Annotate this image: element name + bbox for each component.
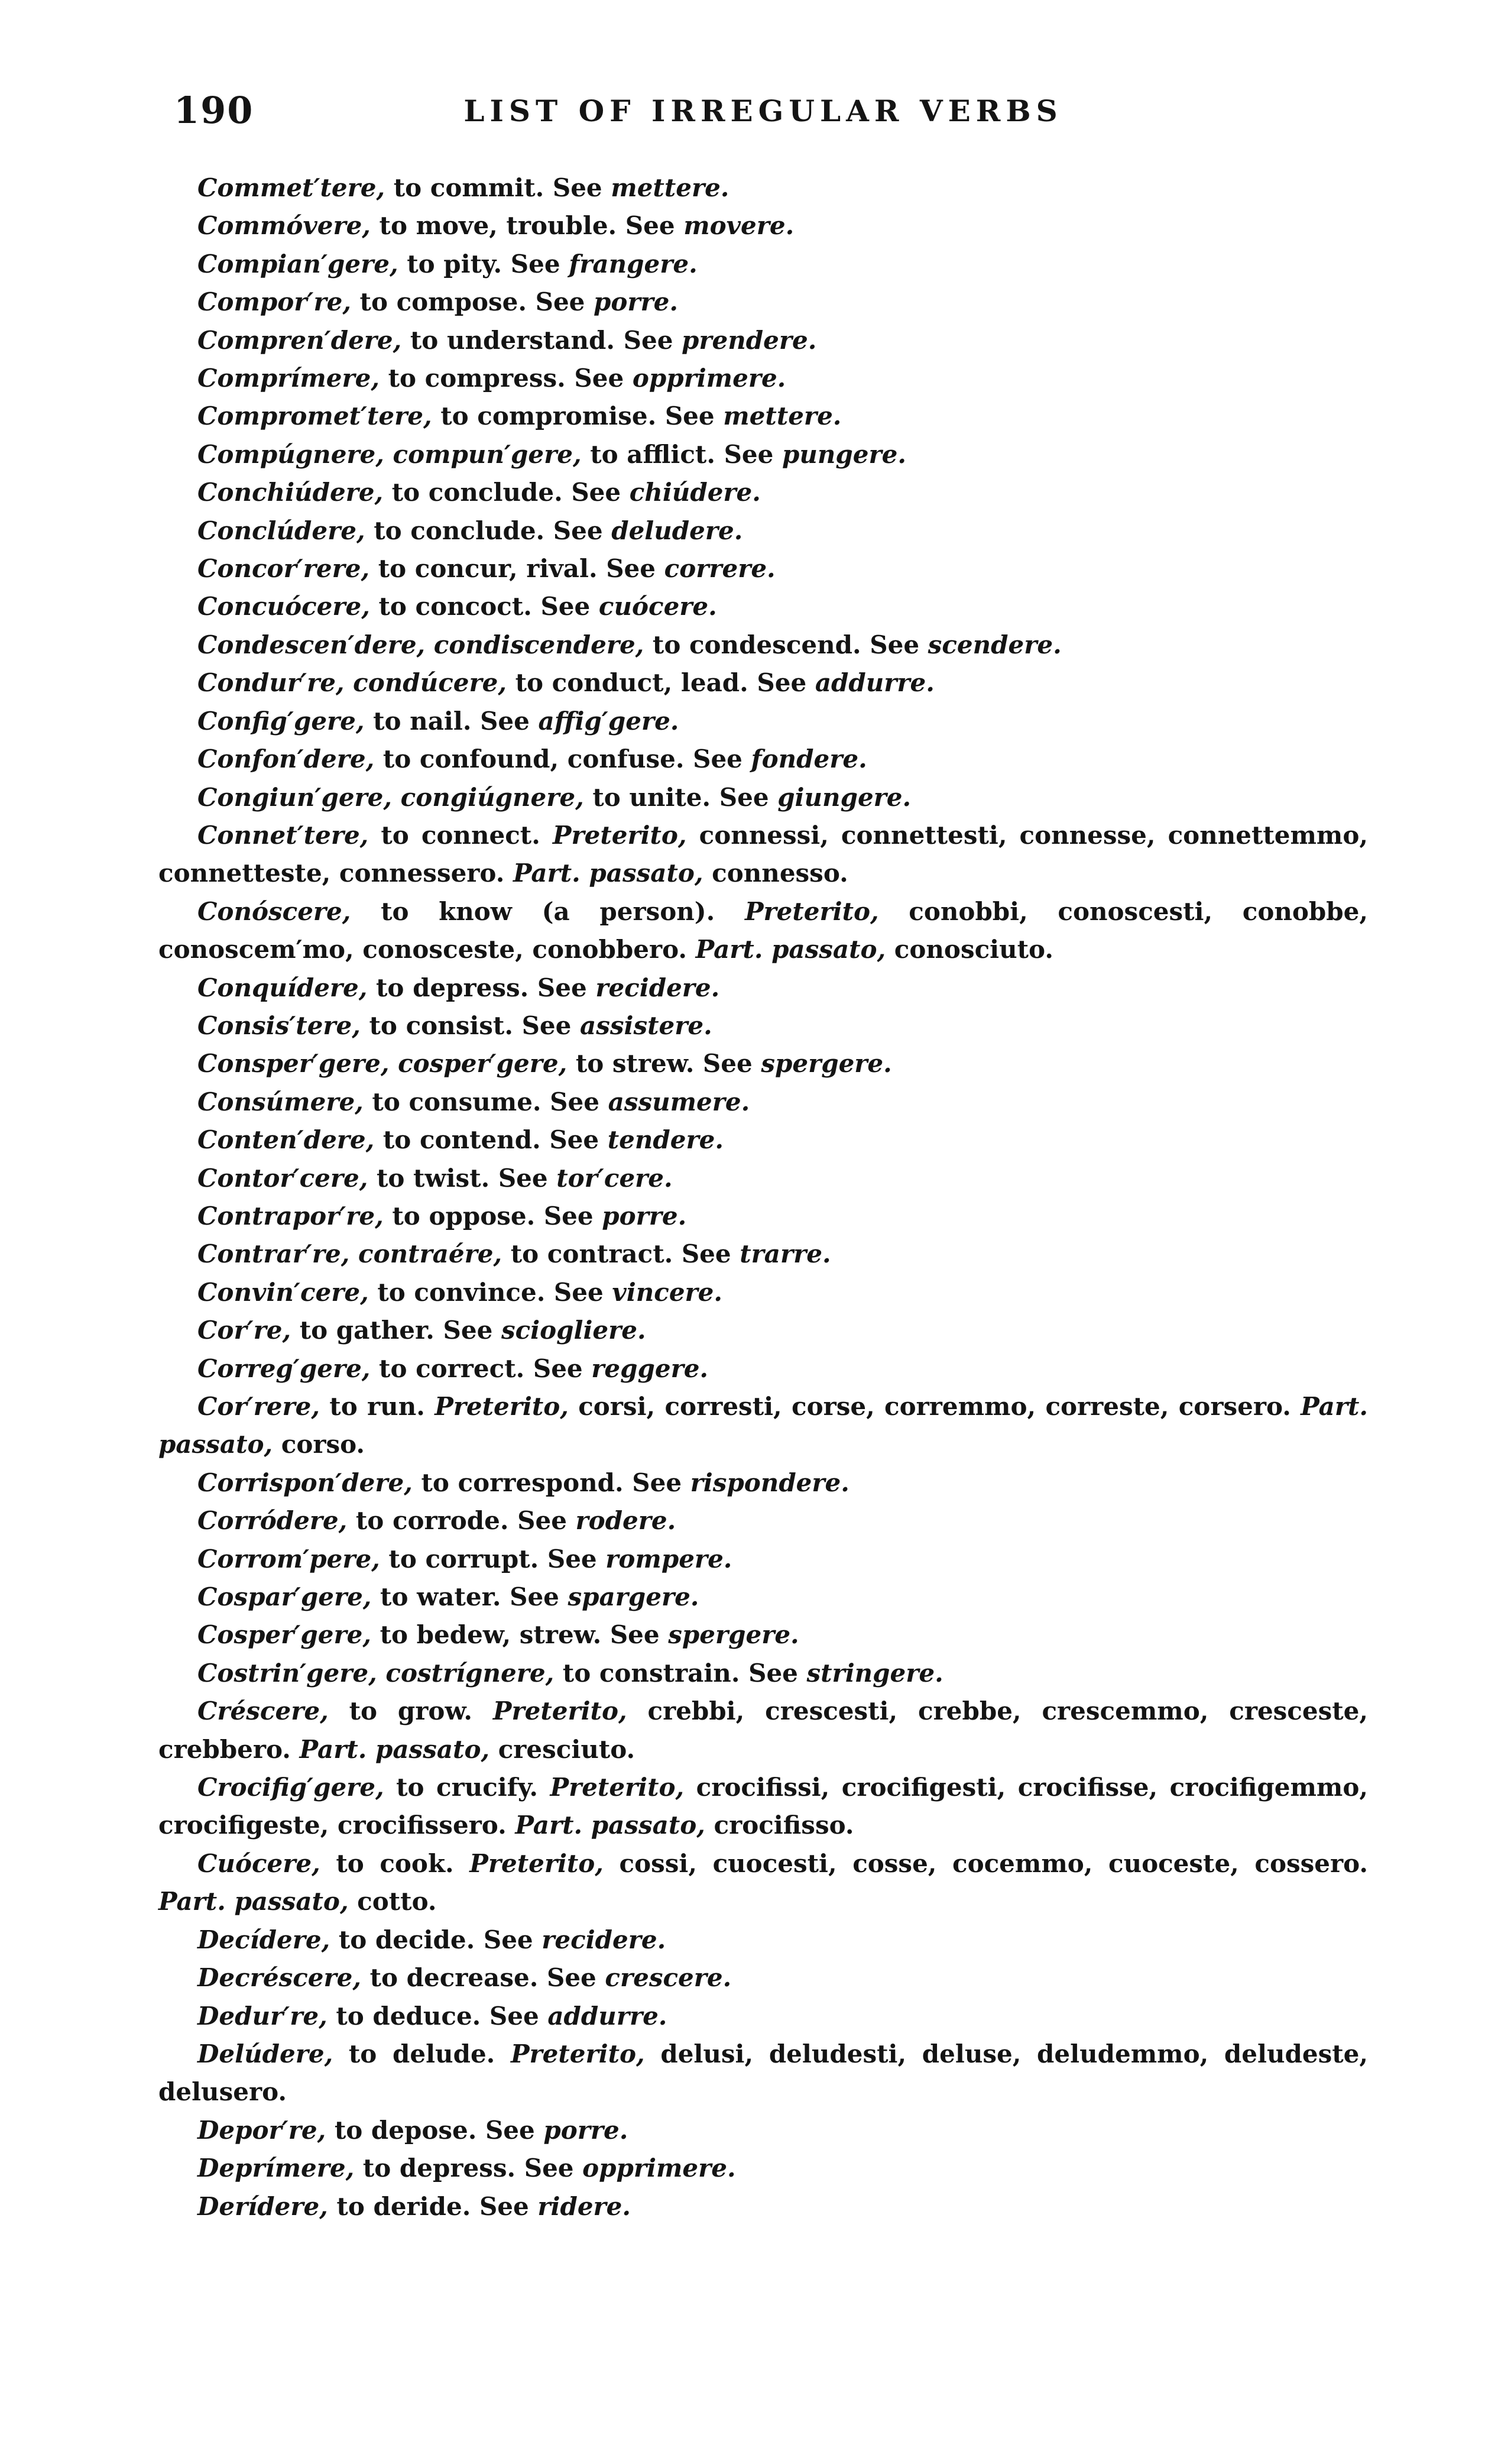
entry-label2: Part. passato,	[158, 1887, 349, 1916]
entry-gloss: to depress.	[354, 2154, 516, 2183]
verb-entry	[158, 2112, 1368, 2149]
entry-ref: cuócere.	[598, 592, 717, 621]
entry-gloss: to contend.	[374, 1125, 541, 1155]
entry-ref: vincere.	[612, 1277, 723, 1307]
verb-entry	[158, 1197, 1368, 1235]
verb-entry	[158, 817, 1368, 893]
entry-gloss: to bedew, strew.	[371, 1620, 602, 1650]
entry-gloss: to contract.	[502, 1239, 673, 1269]
entry-alt: condiscendere,	[425, 630, 644, 659]
entry-see: See	[615, 325, 682, 355]
entry-ref: addurre.	[547, 2001, 667, 2031]
entry-gloss: to correspond.	[412, 1468, 624, 1497]
entry-ref: spargere.	[568, 1582, 699, 1612]
entry-see: See	[501, 1582, 568, 1612]
entry-headword: Conclúdere,	[197, 516, 365, 545]
entry-gloss: to crucify.	[384, 1773, 539, 1802]
entry-forms2: corso.	[273, 1430, 365, 1459]
entry-gloss: to corrode.	[347, 1506, 509, 1536]
verb-entry	[158, 1578, 1368, 1616]
entry-headword: Créscere,	[197, 1696, 329, 1726]
page-number: 190	[174, 89, 254, 132]
entry-gloss: to depress.	[367, 973, 529, 1002]
entry-gloss: to concoct.	[369, 592, 532, 621]
entry-gloss: to commit.	[385, 173, 544, 202]
entry-see: See	[545, 1277, 612, 1307]
entry-see: See	[524, 1354, 592, 1383]
entry-gloss: to grow.	[328, 1696, 472, 1726]
entry-gloss: to conclude.	[383, 478, 563, 507]
entry-gloss: to condescend.	[644, 630, 861, 659]
entry-gloss: to compromise.	[432, 402, 657, 431]
entry-gloss: to consume.	[363, 1087, 542, 1116]
entry-label2: Part. passato,	[158, 1392, 1368, 1459]
entry-headword: Connet′tere,	[197, 820, 369, 850]
entry-alt: costrígnere,	[377, 1658, 555, 1688]
entry-see: See	[715, 439, 782, 469]
entry-see: See	[861, 630, 928, 659]
entry-headword: Condescen′dere,	[197, 630, 426, 659]
entry-ref: rispondere.	[690, 1468, 849, 1497]
entry-headword: Cosper′gere,	[197, 1620, 371, 1650]
entry-ref: pungere.	[782, 439, 906, 469]
entry-see: See	[694, 1049, 761, 1079]
entry-gloss: to oppose.	[383, 1201, 536, 1231]
entry-gloss: to consist.	[360, 1011, 513, 1040]
entry-gloss: to confound, confuse.	[374, 744, 685, 774]
entry-ref: opprimere.	[582, 2154, 736, 2183]
entry-forms: conobbi, conoscesti, conobbe, conoscem′mo, conosceste, conobbero.	[158, 896, 1369, 964]
entry-forms2: connesso.	[703, 859, 848, 888]
verb-entry	[158, 2149, 1368, 2187]
entry-see: See	[562, 478, 630, 507]
entry-alt: condúcere,	[344, 668, 507, 698]
entry-forms: connessi, connettesti, connesse, connettemmo, connetteste, connessero.	[158, 820, 1369, 888]
entry-headword: Correg′gere,	[197, 1354, 371, 1383]
entry-see: See	[617, 211, 684, 241]
entry-see: See	[684, 744, 751, 774]
verb-entry	[158, 1921, 1368, 1959]
entry-gloss: to run.	[319, 1392, 425, 1421]
entry-see: See	[476, 2115, 544, 2145]
entry-gloss: to correct.	[370, 1354, 525, 1383]
entry-label: Preterito,	[538, 1773, 685, 1802]
verb-entry	[158, 1388, 1368, 1464]
entry-headword: Derídere,	[197, 2191, 328, 2221]
entry-see: See	[539, 1544, 606, 1573]
verb-entry	[158, 664, 1368, 702]
entry-headword: Confon′dere,	[197, 744, 375, 774]
entry-headword: Cor′re,	[197, 1316, 291, 1345]
entry-see: See	[434, 1316, 501, 1345]
entry-headword: Condur′re,	[197, 668, 345, 698]
entry-ref: prendere.	[682, 325, 817, 355]
verb-entry	[158, 1045, 1368, 1083]
entry-headword: Contrar′re,	[197, 1239, 350, 1269]
entry-gloss: to know (a person).	[351, 896, 715, 926]
entry-see: See	[481, 2001, 548, 2031]
verb-entry	[158, 1464, 1368, 1502]
entry-see: See	[544, 516, 612, 545]
verb-entry	[158, 322, 1368, 360]
entry-headword: Consúmere,	[197, 1087, 364, 1116]
entry-label: Preterito,	[715, 896, 879, 926]
entry-headword: Contor′cere,	[197, 1163, 368, 1193]
verb-entry	[158, 474, 1368, 511]
verb-list	[158, 169, 1368, 2226]
entry-label: Preterito,	[495, 2039, 645, 2068]
entry-ref: rodere.	[575, 1506, 676, 1536]
entry-headword: Consis′tere,	[197, 1011, 361, 1040]
entry-gloss: to deduce.	[327, 2001, 481, 2031]
verb-entry	[158, 1083, 1368, 1121]
entry-gloss: to move, trouble.	[370, 211, 617, 241]
entry-headword: Depor′re,	[197, 2115, 326, 2145]
entry-headword: Conóscere,	[197, 896, 351, 926]
verb-entry	[158, 1121, 1368, 1159]
entry-headword: Decréscere,	[197, 1963, 361, 1993]
verb-entry	[158, 1540, 1368, 1578]
entry-ref: giungere.	[777, 782, 912, 812]
entry-alt: compun′gere,	[384, 439, 582, 469]
verb-entry	[158, 207, 1368, 245]
verb-entry	[158, 397, 1368, 435]
entry-ref: assistere.	[580, 1011, 712, 1040]
entry-gloss: to compress.	[379, 364, 566, 393]
entry-headword: Compren′dere,	[197, 325, 402, 355]
entry-headword: Crocifig′gere,	[197, 1773, 384, 1802]
entry-headword: Cor′rere,	[197, 1392, 320, 1421]
entry-forms: crebbi, crescesti, crebbe, crescemmo, cresceste, crebbero.	[158, 1696, 1368, 1764]
entry-headword: Consper′gere,	[197, 1049, 390, 1079]
entry-gloss: to twist.	[368, 1163, 490, 1193]
entry-ref: porre.	[602, 1201, 687, 1231]
entry-see: See	[531, 592, 599, 621]
entry-headword: Conten′dere,	[197, 1125, 375, 1155]
entry-ref: recidere.	[542, 1925, 666, 1954]
verb-entry	[158, 779, 1368, 817]
verb-entry	[158, 1845, 1368, 1921]
entry-gloss: to corrupt.	[380, 1544, 539, 1573]
entry-headword: Cospar′gere,	[197, 1582, 372, 1612]
entry-headword: Comprímere,	[197, 364, 380, 393]
entry-ref: addurre.	[815, 668, 935, 698]
entry-headword: Deprímere,	[197, 2154, 355, 2183]
entry-gloss: to conclude.	[365, 516, 545, 545]
page-title: LIST OF IRREGULAR VERBS	[463, 93, 1063, 128]
entry-label: Preterito,	[540, 820, 687, 850]
entry-ref: frangere.	[569, 249, 698, 279]
entry-headword: Dedur′re,	[197, 2001, 328, 2031]
entry-see: See	[541, 1087, 608, 1116]
entry-headword: Decídere,	[197, 1925, 330, 1954]
entry-gloss: to gather.	[291, 1316, 435, 1345]
entry-forms2: cresciuto.	[489, 1734, 635, 1764]
entry-ref: tendere.	[607, 1125, 724, 1155]
running-head	[158, 89, 1368, 136]
verb-entry	[158, 1959, 1368, 1997]
entry-ref: chiúdere.	[629, 478, 761, 507]
verb-entry	[158, 550, 1368, 588]
verb-entry	[158, 245, 1368, 283]
entry-see: See	[475, 1925, 542, 1954]
entry-see: See	[508, 1506, 576, 1536]
entry-see: See	[540, 1125, 608, 1155]
entry-forms2: conosciuto.	[886, 935, 1053, 964]
verb-entry	[158, 740, 1368, 778]
entry-see: See	[740, 1658, 807, 1688]
entry-ref: porre.	[543, 2115, 628, 2145]
entry-forms2: crocifisso.	[705, 1811, 854, 1840]
entry-see: See	[471, 2191, 538, 2221]
entry-see: See	[748, 668, 815, 698]
entry-gloss: to pity.	[398, 249, 502, 279]
entry-ref: crescere.	[605, 1963, 732, 1993]
entry-headword: Commóvere,	[197, 211, 371, 241]
entry-headword: Cuócere,	[197, 1848, 320, 1878]
verb-entry	[158, 1654, 1368, 1692]
entry-gloss: to convince.	[368, 1277, 546, 1307]
entry-ref: fondere.	[751, 744, 867, 774]
entry-ref: mettere.	[611, 173, 729, 202]
entry-headword: Concor′rere,	[197, 554, 370, 584]
entry-see: See	[601, 1620, 669, 1650]
verb-entry	[158, 360, 1368, 397]
entry-label2: Part. passato,	[687, 935, 886, 964]
entry-headword: Convin′cere,	[197, 1277, 369, 1307]
entry-gloss: to decrease.	[361, 1963, 539, 1993]
verb-entry	[158, 1692, 1368, 1769]
verb-entry	[158, 1769, 1368, 1845]
entry-gloss: to unite.	[583, 782, 711, 812]
entry-headword: Compian′gere,	[197, 249, 398, 279]
entry-gloss: to decide.	[330, 1925, 475, 1954]
entry-ref: tor′cere.	[556, 1163, 673, 1193]
entry-ref: affig′gere.	[538, 706, 679, 736]
entry-see: See	[544, 173, 611, 202]
verb-entry	[158, 626, 1368, 664]
entry-see: See	[673, 1239, 740, 1269]
entry-ref: stringere.	[806, 1658, 943, 1688]
entry-gloss: to constrain.	[554, 1658, 740, 1688]
verb-entry	[158, 588, 1368, 626]
entry-headword: Corrispon′dere,	[197, 1468, 413, 1497]
entry-see: See	[538, 1963, 605, 1993]
entry-headword: Conchiúdere,	[197, 478, 384, 507]
verb-entry	[158, 1616, 1368, 1654]
entry-forms: crocifissi, crocifigesti, crocifisse, crocifigemmo, crocifigeste, crocifissero.	[158, 1773, 1368, 1840]
entry-headword: Corrom′pere,	[197, 1544, 380, 1573]
verb-entry	[158, 1312, 1368, 1349]
entry-label2: Part. passato,	[290, 1734, 490, 1764]
entry-ref: spergere.	[668, 1620, 799, 1650]
verb-entry	[158, 2035, 1368, 2112]
entry-see: See	[513, 1011, 580, 1040]
entry-label: Preterito,	[453, 1848, 604, 1878]
entry-gloss: to concur, rival.	[369, 554, 598, 584]
entry-ref: assumere.	[608, 1087, 750, 1116]
entry-see: See	[565, 364, 633, 393]
entry-gloss: to compose.	[351, 287, 527, 317]
verb-entry	[158, 1350, 1368, 1388]
entry-headword: Compromet′tere,	[197, 402, 432, 431]
entry-ref: movere.	[683, 211, 795, 241]
entry-see: See	[502, 249, 569, 279]
entry-ref: deludere.	[611, 516, 743, 545]
verb-entry	[158, 1160, 1368, 1197]
entry-see: See	[656, 402, 724, 431]
verb-entry	[158, 2188, 1368, 2226]
entry-alt: congiúgnere,	[392, 782, 584, 812]
entry-see: See	[597, 554, 664, 584]
verb-entry	[158, 512, 1368, 550]
entry-gloss: to deride.	[328, 2191, 471, 2221]
entry-headword: Delúdere,	[197, 2039, 333, 2068]
entry-ref: opprimere.	[632, 364, 786, 393]
entry-see: See	[471, 706, 539, 736]
verb-entry	[158, 969, 1368, 1007]
verb-entry	[158, 1235, 1368, 1273]
entry-gloss: to depose.	[326, 2115, 477, 2145]
entry-headword: Congiun′gere,	[197, 782, 393, 812]
entry-gloss: to conduct, lead.	[506, 668, 748, 698]
entry-forms: corsi, corresti, corse, corremmo, correste, corsero.	[568, 1392, 1291, 1421]
verb-entry	[158, 702, 1368, 740]
verb-entry	[158, 1502, 1368, 1540]
entry-forms: cossi, cuocesti, cosse, cocemmo, cuoceste, cossero.	[603, 1848, 1369, 1878]
verb-entry	[158, 436, 1368, 474]
entry-gloss: to strew.	[567, 1049, 695, 1079]
verb-entry	[158, 1274, 1368, 1312]
entry-label: Preterito,	[424, 1392, 569, 1421]
verb-entry	[158, 1007, 1368, 1045]
entry-headword: Compúgnere,	[197, 439, 384, 469]
entry-ref: trarre.	[740, 1239, 831, 1269]
entry-ref: correre.	[664, 554, 776, 584]
entry-see: See	[535, 1201, 602, 1231]
entry-alt: contraére,	[349, 1239, 502, 1269]
entry-headword: Costrin′gere,	[197, 1658, 377, 1688]
verb-entry	[158, 283, 1368, 321]
entry-headword: Config′gere,	[197, 706, 365, 736]
entry-ref: rompere.	[605, 1544, 732, 1573]
entry-alt: cosper′gere,	[389, 1049, 568, 1079]
entry-ref: recidere.	[595, 973, 720, 1002]
entry-headword: Commet′tere,	[197, 173, 385, 202]
entry-see: See	[515, 2154, 583, 2183]
entry-gloss: to understand.	[401, 325, 615, 355]
entry-headword: Corródere,	[197, 1506, 348, 1536]
entry-ref: reggere.	[591, 1354, 709, 1383]
entry-forms2: cotto.	[348, 1887, 437, 1916]
entry-label: Preterito,	[472, 1696, 627, 1726]
entry-see: See	[528, 973, 596, 1002]
entry-gloss: to cook.	[320, 1848, 454, 1878]
entry-headword: Compor′re,	[197, 287, 351, 317]
entry-gloss: to afflict.	[581, 439, 715, 469]
entry-forms: delusi, deludesti, deluse, deludemmo, deludeste, delusero.	[158, 2039, 1368, 2107]
verb-entry	[158, 169, 1368, 207]
entry-see: See	[489, 1163, 557, 1193]
verb-entry	[158, 893, 1368, 969]
entry-ref: mettere.	[723, 402, 842, 431]
entry-ref: sciogliere.	[501, 1316, 646, 1345]
entry-gloss: to connect.	[368, 820, 540, 850]
entry-ref: porre.	[594, 287, 679, 317]
entry-headword: Contrapor′re,	[197, 1201, 384, 1231]
entry-ref: spergere.	[761, 1049, 892, 1079]
entry-see: See	[527, 287, 594, 317]
entry-gloss: to delude.	[333, 2039, 495, 2068]
verb-entry	[158, 1997, 1368, 2035]
entry-ref: ridere.	[537, 2191, 631, 2221]
entry-gloss: to water.	[371, 1582, 501, 1612]
entry-gloss: to nail.	[364, 706, 472, 736]
entry-ref: scendere.	[928, 630, 1062, 659]
entry-headword: Concuócere,	[197, 592, 370, 621]
entry-see: See	[711, 782, 778, 812]
entry-see: See	[623, 1468, 690, 1497]
entry-label2: Part. passato,	[506, 1811, 705, 1840]
entry-label2: Part. passato,	[504, 859, 703, 888]
entry-headword: Conquídere,	[197, 973, 368, 1002]
